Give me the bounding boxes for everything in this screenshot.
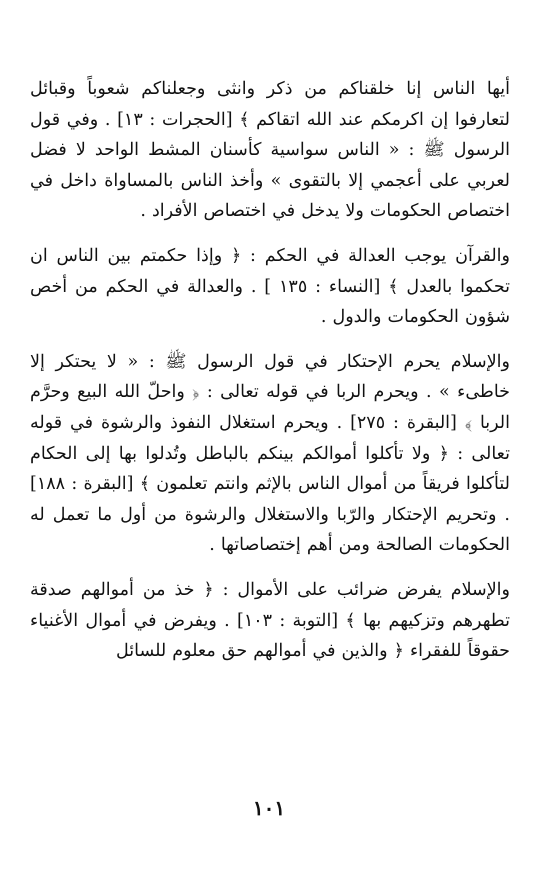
paragraph-justice: والقرآن يوجب العدالة في الحكم : ﴿ وإذا حكمتم بين الناس ان تحكموا بالعدل ﴾ [النساء : ١٣٥ ] . والعدالة في الحكم من أخص شؤون الحكومات والدول . [30, 245, 511, 328]
page-body [30, 74, 510, 667]
paragraph-equality: أيها الناس إنا خلقناكم من ذكر وانثى وجعلناكم شعوباً وقبائل لتعارفوا إن اكرمكم عند الله اتقاكم ﴾ [الحجرات : ١٣] . وفي قول الرسول ﷺ : « الناس سواسية كأسنان المشط الواحد لا فضل لعربي على أعجمي إلا بالتقوى » وأخذ الناس بالمساواة داخل في اختصاص الحكومات ولا يدخل في اختصاص الأفراد . [30, 79, 510, 222]
paragraph-taxes: والإسلام يفرض ضرائب على الأموال : ﴿ خذ من أموالهم صدقة تطهرهم وتزكيهم بها ﴾ [التوبة : ١٠٣] . ويفرض في أموال الأغنياء حقوقاً للفقراء ﴿ والذين في أموالهم حق معلوم للسائل [30, 579, 510, 662]
paragraph-monopoly: والإسلام يحرم الإحتكار في قول الرسول ﷺ : « لا يحتكر إلا خاطىء » . ويحرم الربا في قوله تعالى : ﴿ واحلّ الله البيع وحرَّم الربا ﴾ [البقرة : ٢٧٥] . ويحرم استغلال النفوذ والرشوة في قوله تعالى : ﴿ ولا تأكلوا أموالكم بينكم بالباطل وتُدلوا بها إلى الحكام لتأكلوا فريقاً من أموال الناس بالإثم وانتم تعلمون ﴾ [البقرة : ١٨٨] . وتحريم الإحتكار والرّبا والاستغلال والرشوة من أول ما تعمل له الحكومات الصالحة ومن أهم إختصاصاتها . [30, 351, 511, 556]
page-number: ١٠١ [252, 796, 286, 820]
